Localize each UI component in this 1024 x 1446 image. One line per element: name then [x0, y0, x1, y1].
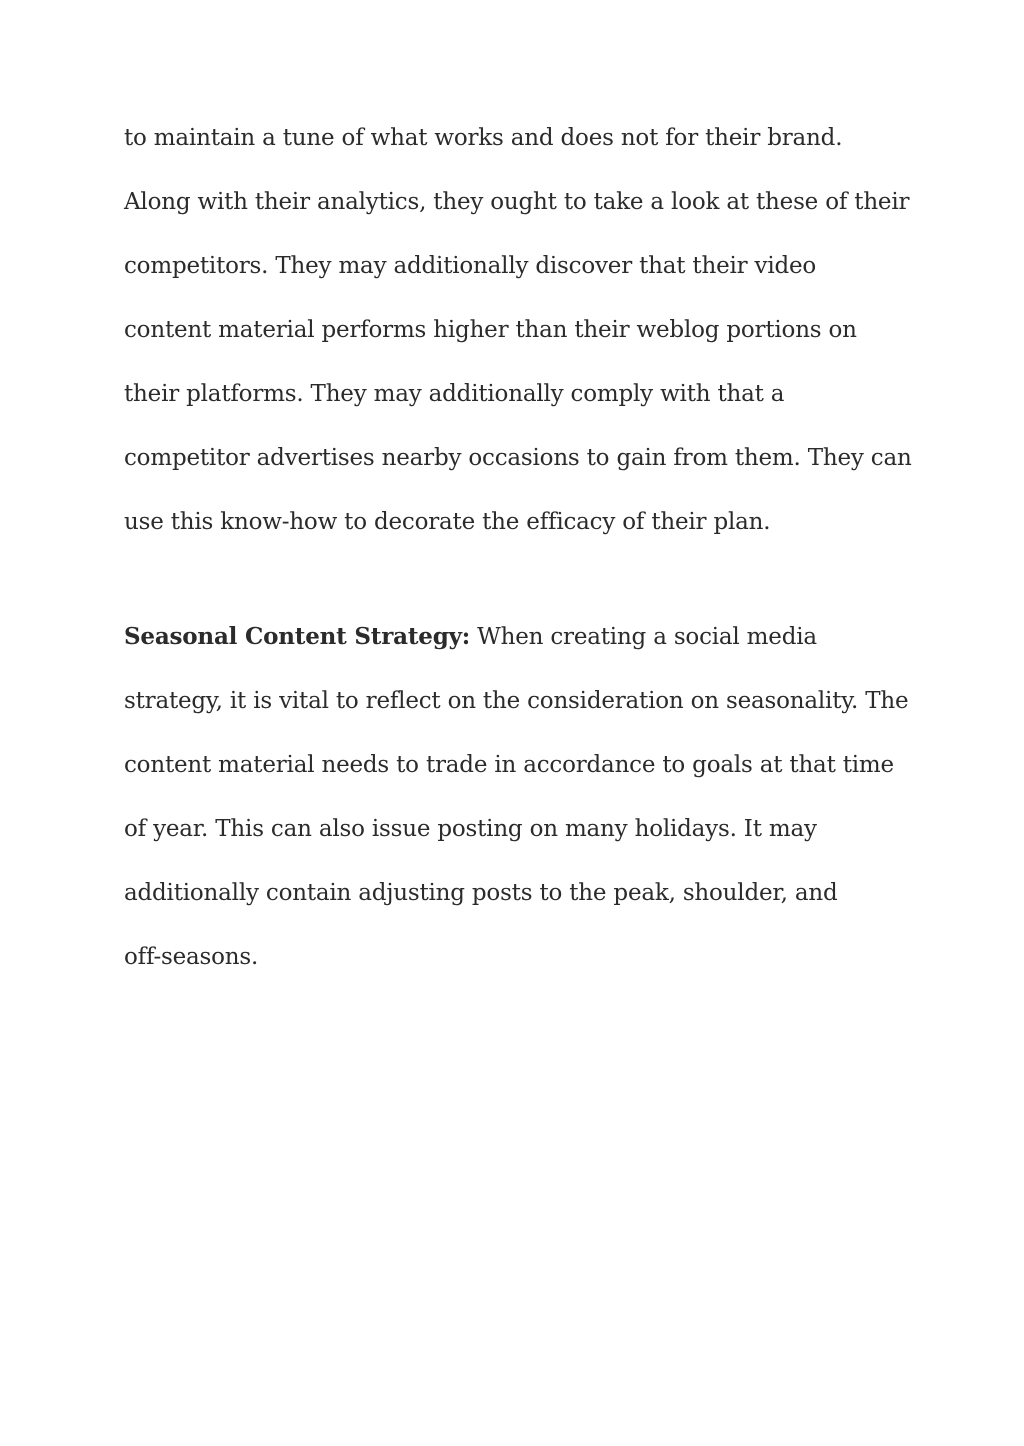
paragraph-line: of year. This can also issue posting on many holidays. It may [124, 816, 817, 842]
heading-continuation: When creating a social media [470, 624, 817, 650]
paragraph-line: content material needs to trade in accordance to goals at that time [124, 752, 894, 778]
paragraph-line: their platforms. They may additionally comply with that a [124, 381, 785, 407]
paragraph-line: off-seasons. [124, 944, 259, 970]
paragraph-first-line [124, 622, 924, 652]
section-heading: Seasonal Content Strategy: [124, 623, 471, 650]
paragraph-line: additionally contain adjusting posts to the peak, shoulder, and [124, 880, 838, 906]
paragraph-line: to maintain a tune of what works and does not for their brand. [124, 125, 843, 151]
paragraph-line: content material performs higher than their weblog portions on [124, 317, 857, 343]
paragraph-line: competitor advertises nearby occasions to gain from them. They can [124, 445, 912, 471]
paragraph-line: strategy, it is vital to reflect on the consideration on seasonality. The [124, 688, 909, 714]
paragraph-line: competitors. They may additionally discover that their video [124, 253, 817, 279]
paragraph-line: use this know-how to decorate the efficacy of their plan. [124, 509, 771, 535]
paragraph-line: Along with their analytics, they ought to take a look at these of their [124, 189, 910, 215]
